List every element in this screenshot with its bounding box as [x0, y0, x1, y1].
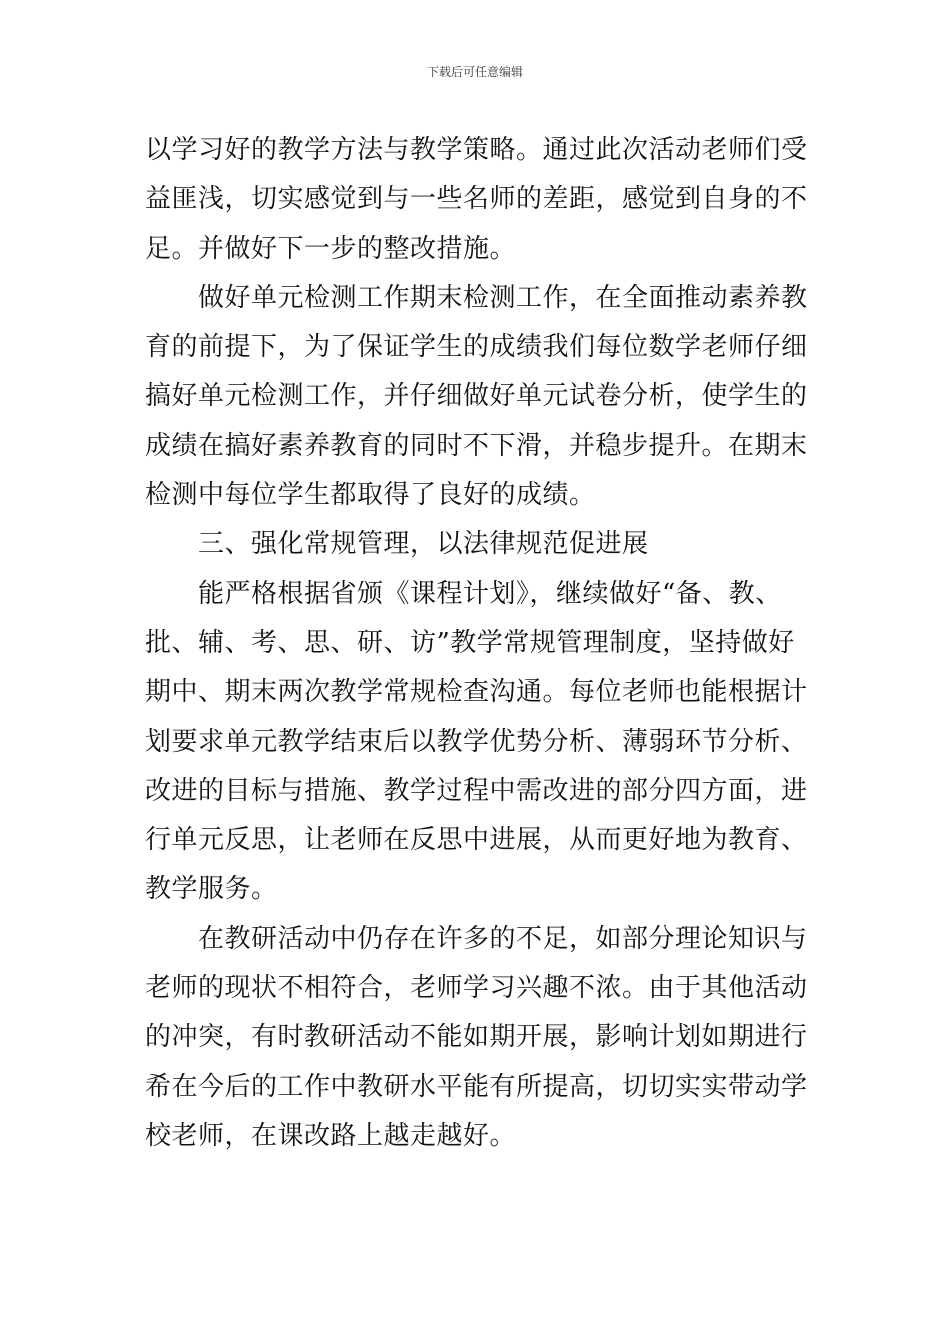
- text-line: 划要求单元教学结束后以教学优势分析、薄弱环节分析、: [145, 726, 808, 757]
- text-line: 改进的目标与措施、教学过程中需改进的部分四方面，进: [145, 775, 808, 806]
- text-line: 以学习好的教学方法与教学策略。通过此次活动老师们受: [145, 135, 808, 165]
- text-line: 期中、期末两次教学常规检查沟通。每位老师也能根据计: [145, 677, 808, 708]
- text-line: 成绩在搞好素养教育的同时不下滑，并稳步提升。在期末: [145, 430, 808, 461]
- text-line: 检测中每位学生都取得了良好的成绩。: [145, 480, 596, 511]
- text-line: 做好单元检测工作期末检测工作，在全面推动素养教: [145, 282, 808, 313]
- document-body: [145, 126, 825, 1161]
- text-line: 希在今后的工作中教研水平能有所提高，切切实实带动学: [145, 1071, 808, 1102]
- text-line: 老师的现状不相符合，老师学习兴趣不浓。由于其他活动: [145, 973, 808, 1004]
- text-line: 教学服务。: [145, 874, 278, 905]
- text-line: 足。并做好下一步的整改措施。: [145, 233, 517, 264]
- text-line: 批、辅、考、思、研、访”教学常规管理制度，坚持做好: [145, 627, 795, 658]
- text-line: 行单元反思，让老师在反思中进展，从而更好地为教育、: [145, 825, 808, 856]
- text-line: 在教研活动中仍存在许多的不足，如部分理论知识与: [145, 923, 808, 954]
- text-line: 益匪浅，切实感觉到与一些名师的差距，感觉到自身的不: [145, 184, 808, 215]
- section-heading: 三、强化常规管理，以法律规范促进展: [145, 529, 649, 560]
- text-line: 校老师，在课改路上越走越好。: [145, 1120, 517, 1151]
- text-line: 能严格根据省颁《课程计划》，继续做好“备、教、: [145, 578, 782, 609]
- text-line: 的冲突，有时教研活动不能如期开展，影响计划如期进行: [145, 1022, 808, 1053]
- text-line: 育的前提下，为了保证学生的成绩我们每位数学老师仔细: [145, 332, 808, 363]
- text-line: 搞好单元检测工作，并仔细做好单元试卷分析，使学生的: [145, 381, 808, 412]
- page-header: 下载后可任意编辑: [426, 65, 523, 79]
